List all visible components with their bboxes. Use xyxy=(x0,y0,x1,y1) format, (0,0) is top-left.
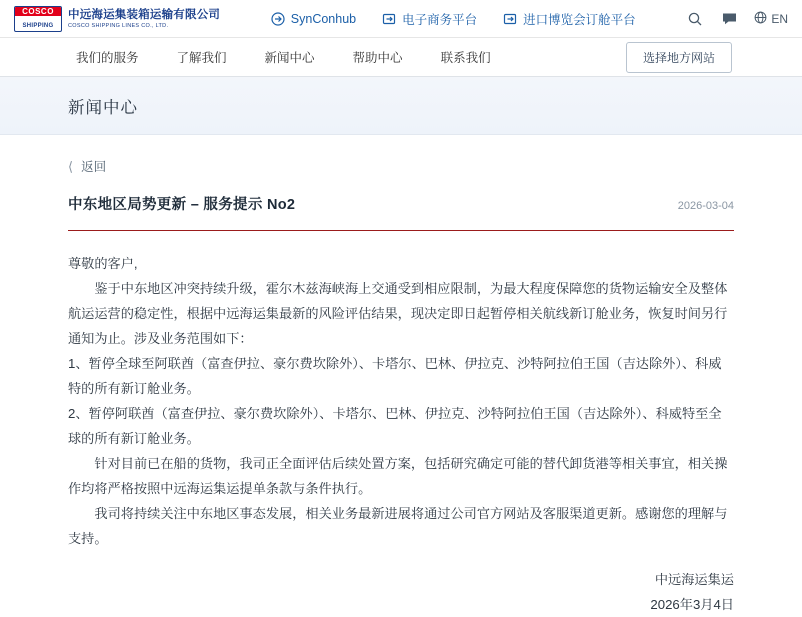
article-paragraph: 2、暂停阿联酋（富查伊拉、豪尔费坎除外）、卡塔尔、巴林、伊拉克、沙特阿拉伯王国（吉达除外）、科威特至全球的所有新订舱业务。 xyxy=(68,406,722,446)
site-logo[interactable] xyxy=(14,6,220,32)
cosco-logo-icon xyxy=(14,6,62,32)
globe-icon xyxy=(754,11,767,27)
logo-mark-bottom-text: SHIPPING xyxy=(22,22,54,29)
language-switcher[interactable] xyxy=(754,11,788,27)
nav-items xyxy=(76,48,626,66)
nav-item-services[interactable]: 我们的服务 xyxy=(76,51,139,65)
main-nav xyxy=(0,38,802,77)
signature-line: 中远海运集运 xyxy=(654,572,734,587)
search-icon[interactable] xyxy=(686,10,704,28)
nav-item-about[interactable]: 了解我们 xyxy=(176,51,227,65)
top-quick-links xyxy=(220,10,686,28)
top-link-label: 进口博览会订舱平台 xyxy=(523,12,636,27)
top-bar-actions xyxy=(686,10,788,28)
nav-item-contact[interactable]: 联系我们 xyxy=(440,51,491,65)
top-link-label: SynConhub xyxy=(290,11,357,26)
language-label: EN xyxy=(771,11,788,26)
top-link-synconhub[interactable] xyxy=(271,12,356,26)
logo-mark-top-text: COSCO xyxy=(22,6,54,16)
article-container xyxy=(0,135,802,617)
top-link-label: 电子商务平台 xyxy=(402,12,478,27)
top-link-import-expo[interactable] xyxy=(503,10,636,28)
logo-company-name-cn: 中远海运集装箱运输有限公司 xyxy=(68,8,221,21)
nav-item-help[interactable]: 帮助中心 xyxy=(352,51,403,65)
article-paragraph: 我司将持续关注中东地区事态发展，相关业务最新进展将通过公司官方网站及客服渠道更新。感谢您的理解与支持。 xyxy=(68,506,728,546)
chevron-left-icon: ⟨ xyxy=(68,158,74,174)
article-paragraph: 尊敬的客户, xyxy=(68,256,138,271)
arrow-box-icon xyxy=(382,12,396,26)
site-select-button[interactable]: 选择地方网站 xyxy=(626,42,732,73)
top-link-ecommerce[interactable] xyxy=(382,10,477,28)
logo-company-name-en: COSCO SHIPPING LINES CO., LTD. xyxy=(68,22,169,29)
article-signature xyxy=(68,567,734,617)
article-date: 2026-03-04 xyxy=(677,200,734,212)
article-paragraph: 1、暂停全球至阿联酋（富查伊拉、豪尔费坎除外）、卡塔尔、巴林、伊拉克、沙特阿拉伯王国（吉达除外）、科威特的所有新订舱业务。 xyxy=(68,356,722,396)
article-body xyxy=(68,231,734,617)
page-banner xyxy=(0,77,802,135)
article-title: 中东地区局势更新 – 服务提示 No2 xyxy=(68,197,296,213)
signature-line: 2026年3月4日 xyxy=(650,597,734,612)
top-bar xyxy=(0,0,802,38)
article-paragraph: 鉴于中东地区冲突持续升级，霍尔木兹海峡海上交通受到相应限制，为最大程度保障您的货物运输安全及整体航运运营的稳定性，根据中远海运集最新的风险评估结果，现决定即日起暂停相关航线新订舱业务，恢复时间另行通知为止。涉及业务范围如下： xyxy=(68,281,728,346)
page-title: 新闻中心 xyxy=(68,98,138,117)
article-paragraph: 针对目前已在船的货物，我司正全面评估后续处置方案，包括研究确定可能的替代卸货港等相关事宜，相关操作均将严格按照中远海运集运提单条款与条件执行。 xyxy=(68,456,728,496)
article-header xyxy=(68,193,734,231)
chat-icon[interactable] xyxy=(720,10,738,28)
back-button[interactable] xyxy=(68,157,734,175)
syncon-icon xyxy=(271,12,285,26)
nav-item-news[interactable]: 新闻中心 xyxy=(264,51,315,65)
back-button-label: 返回 xyxy=(81,160,107,174)
arrow-box-icon xyxy=(503,12,517,26)
